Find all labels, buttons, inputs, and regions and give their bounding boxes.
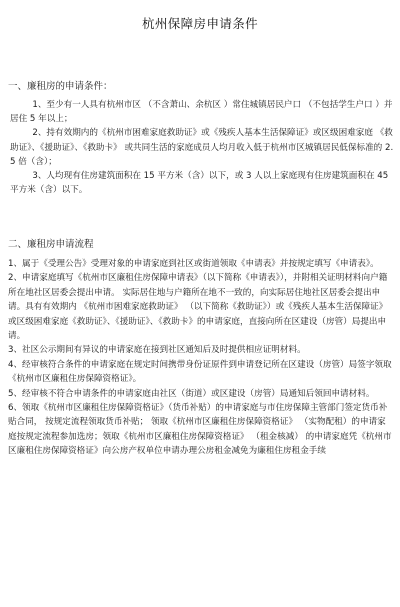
section-rental-conditions <box>8 80 394 197</box>
process-step-6: 6、领取《杭州市区廉租住房保障资格证》（货币补贴）的申请家庭与市住房保障主管部门签定货币补贴合同， 按规定流程领取货币补贴； 领取《杭州市区廉租住房保障资格证》 （实物配租）的申请家庭按规定流程参加选房；领取《杭州市区廉租住房保障资格证》 （租金核减） 的申请家庭凭《杭州市区廉租住房保障资格证》向公房产权单位申请办理公房租金减免为廉租住房租金手续 <box>8 403 392 457</box>
document-title: 杭州保障房申请条件 <box>141 16 259 31</box>
condition-item-3: 3、人均现有住房建筑面积在 15 平方米（含）以下，或 3 人以上家庭现有住房建筑面积在 45 平方米（含）以下。 <box>10 171 389 196</box>
process-step-1: 1、属于《受理公告》受理对象的申请家庭到社区或街道领取《申请表》并按规定填写《申请表》。 <box>8 259 379 269</box>
condition-item-2: 2、持有效期内的《杭州市困难家庭救助证》或《残疾人基本生活保障证》或区级困难家庭 《救助证》、《援助证》、《救助卡》 或共同生活的家庭成员人均月收入低于杭州市区城镇居民低保标准的 2.5 倍（含）； <box>10 128 394 167</box>
process-step-3: 3、社区公示期间有异议的申请家庭在接到社区通知后及时提供相应证明材料。 <box>8 345 306 356</box>
section-application-process <box>8 238 394 459</box>
section-heading: 二、廉租房申请流程 <box>8 239 94 250</box>
section-heading: 一、廉租房的申请条件： <box>8 81 113 92</box>
process-step-2: 2、申请家庭填写《杭州市区廉租住房保障申请表》（以下简称《申请表》），并附相关证明材料向户籍所在地社区居委会提出申请。 实际居住地与户籍所在地不一致的，向实际居住地社区居委会提出申请。具有有效期内 《杭州市困难家庭救助证》 （以下简称《救助证》）或《残疾人基本生活保障证》或区级困难家庭《救助证》、《援助证》、《救助卡》的申请家庭，直接向所在区建设（房管）局提出申请。 <box>8 273 388 342</box>
condition-item-1: 1、至少有一人具有杭州市区 （不含萧山、余杭区 ）常住城镇居民户口 （不包括学生户口 ）并居住 5 年以上； <box>10 100 393 125</box>
process-step-4: 4、经审核符合条件的申请家庭在规定时间携带身份证原件到申请登记所在区建设（房管）局签字领取《杭州市区廉租住房保障资格证》。 <box>8 359 392 385</box>
process-step-5: 5、经审核不符合申请条件的申请家庭由社区（街道）或区建设（房管）局通知后领回申请材料。 <box>8 388 375 399</box>
